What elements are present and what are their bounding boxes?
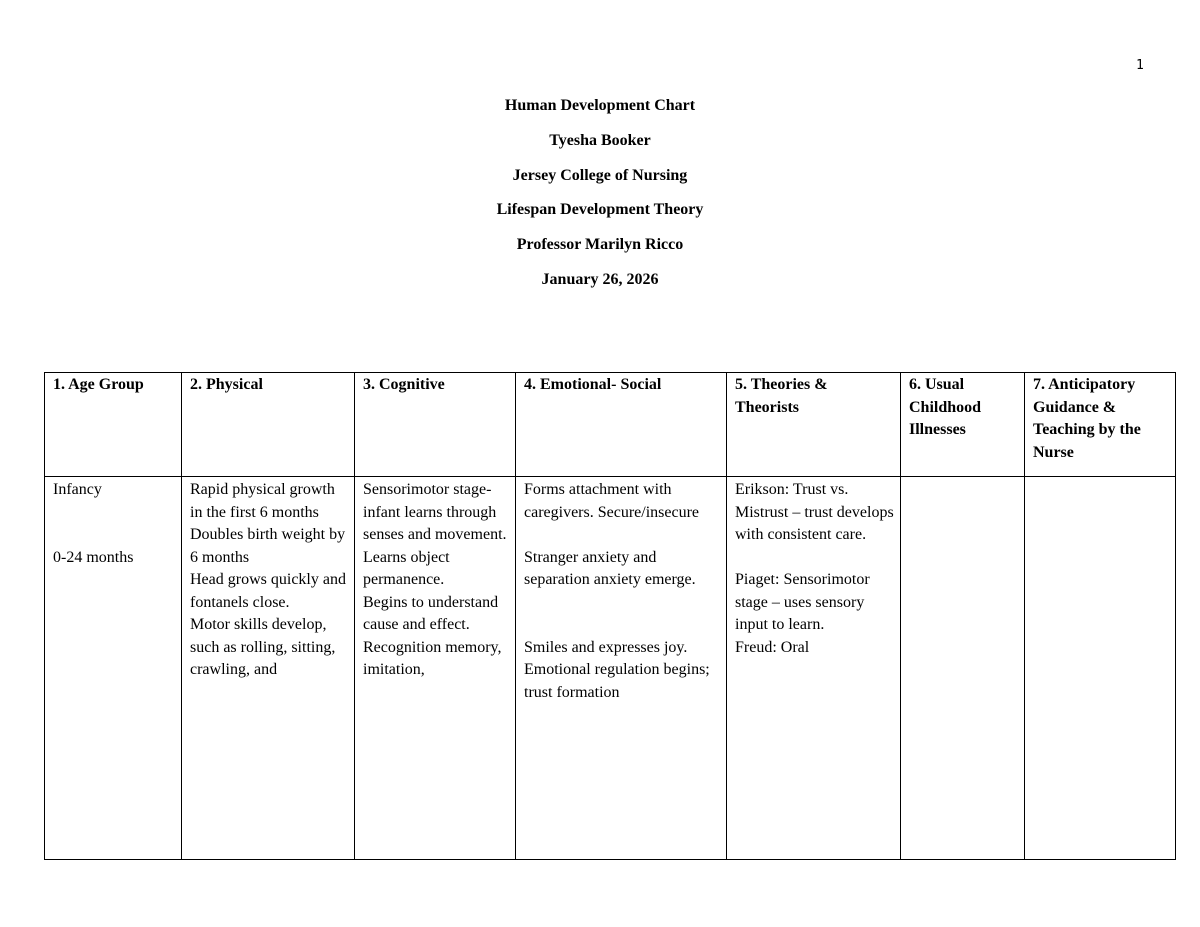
- cell-emotional-social: [516, 477, 727, 860]
- list-item: • Rapid physical growth in the first 6 months: [190, 479, 348, 524]
- course-name: Lifespan Development Theory: [496, 201, 704, 219]
- list-item: • Erikson: Trust vs. Mistrust – trust develops with consistent care.: [735, 479, 894, 547]
- cell-physical: [182, 477, 355, 860]
- list-item: • Sensorimotor stage- infant learns through senses and movement.: [363, 479, 509, 547]
- institution: Jersey College of Nursing: [512, 166, 688, 184]
- list-item: • Doubles birth weight by 6 months: [190, 524, 348, 569]
- header-guidance: 7. Anticipatory Guidance & Teaching by the Nurse: [1025, 373, 1176, 477]
- list-item: • Stranger anxiety and separation anxiety emerge.: [524, 547, 720, 592]
- list-item: • Freud: Oral: [735, 637, 894, 660]
- header-emotional-social: 4. Emotional- Social: [516, 373, 727, 477]
- table-row: [45, 477, 1176, 860]
- cell-theories: [727, 477, 901, 860]
- list-item: • Head grows quickly and fontanels close.: [190, 569, 348, 614]
- title-block: [0, 95, 1200, 304]
- header-physical: 2. Physical: [182, 373, 355, 477]
- list-item: • Smiles and expresses joy.: [524, 637, 720, 660]
- list-item: [735, 547, 894, 637]
- header-age-group: 1. Age Group: [45, 373, 182, 477]
- header-theories: 5. Theories & Theorists: [727, 373, 901, 477]
- author-name: Tyesha Booker: [549, 131, 651, 149]
- cell-illnesses: [901, 477, 1025, 860]
- document-date: January 26, 2026: [541, 270, 659, 288]
- list-item: • Forms attachment with caregivers. Secure/insecure: [524, 479, 720, 524]
- list-item: • Motor skills develop, such as rolling, sitting, crawling, and: [190, 614, 348, 682]
- table-header-row: [45, 373, 1176, 477]
- header-illnesses: 6. Usual Childhood Illnesses: [901, 373, 1025, 477]
- cell-cognitive: [355, 477, 516, 860]
- list-item: • Emotional regulation begins; trust formation: [524, 659, 720, 704]
- cell-guidance: [1025, 477, 1176, 860]
- cell-age-group: [45, 477, 182, 860]
- list-item: • Begins to understand cause and effect.: [363, 592, 509, 637]
- development-chart-table: [44, 372, 1176, 860]
- instructor-name: Professor Marilyn Ricco: [516, 236, 684, 254]
- age-group-range: 0-24 months: [53, 548, 134, 566]
- age-group-name: Infancy: [53, 481, 102, 498]
- list-item: • Recognition memory, imitation,: [363, 637, 509, 682]
- header-cognitive: 3. Cognitive: [355, 373, 516, 477]
- list-item: • Learns object permanence.: [363, 547, 509, 592]
- page-number: 1: [1136, 58, 1144, 73]
- document-title: Human Development Chart: [504, 97, 696, 114]
- piaget-text: • Piaget: Sensorimotor stage – uses sensory input to learn.: [735, 571, 870, 633]
